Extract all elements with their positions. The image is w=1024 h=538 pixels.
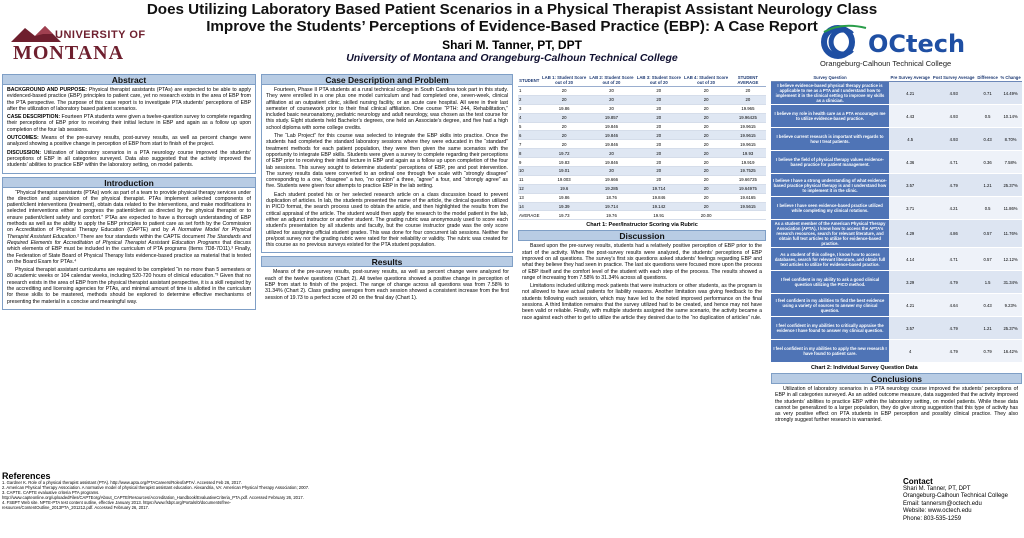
chart1-cell: 20 — [635, 95, 682, 104]
chart2-value: 8.70% — [999, 128, 1022, 151]
chart2-row — [771, 128, 1022, 151]
chart1-cell: AVERAGE — [519, 212, 540, 218]
chart1-cell: 10 — [518, 167, 540, 176]
chart1-cell: 20 — [635, 167, 682, 176]
abstract-discussion-label: DISCUSSION: — [7, 149, 42, 156]
chart2-value: 1.21 — [976, 174, 999, 197]
chart1-row — [518, 211, 766, 220]
chart1-cell: 20 — [540, 87, 587, 96]
chart2-row — [771, 105, 1022, 128]
poster-header — [0, 0, 1024, 72]
chart1-cell: 20 — [588, 149, 635, 158]
chart2-header-cell: Post Survey Average — [932, 75, 975, 80]
chart1-header-cell: STUDENT AVERAGE — [730, 74, 766, 87]
chart2-value: 11.86% — [999, 197, 1022, 220]
chart1-cell: 20 — [682, 104, 729, 113]
case-description-body — [261, 85, 513, 253]
chart1-cell: 20 — [635, 175, 682, 184]
chart1-cell: 19.714 — [635, 184, 682, 193]
chart2-question: I feel confident in my abilities to critically appraise the evidence I have found to answer my clinical question. — [771, 317, 889, 340]
abstract-bg-text: Physical therapist assistants (PTAs) are expected to be able to apply evidenced-based practice (EBP) principles to patient care, yet no research exists in the area of EBP from the PTA perspective. The purpose of this case report is to investigate PTA students’ perceptions of EBP after the utilization of laboratory based patient scenarios. — [7, 87, 251, 112]
chart1-cell: 20 — [635, 158, 682, 167]
chart2-value: 4.71 — [931, 151, 976, 174]
chart1-cell: 20 — [540, 113, 587, 122]
column-right — [771, 74, 1022, 538]
chart1-cell: 20 — [540, 95, 587, 104]
chart2-row — [771, 271, 1022, 294]
chart2-question: I believe I have a strong understanding of what evidence-based practice physical therapy is and I understand how to implement it in the clinic. — [771, 174, 889, 197]
chart1-row — [518, 104, 766, 113]
results-body — [261, 267, 513, 304]
chart2-row — [771, 197, 1022, 220]
discussion-paragraph-1: Based upon the pre-survey results, students had a relatively positive perception of EBP prior to the start of the activity. When the post-survey results were analyzed, the students’ perceptions of EBP improved on all questions. The survey’s first six questions asked students’ feelings regarding EBP and what they believe they had seen in practice. The last six questions were focused more upon the process of EBP itself and the comfort level of the student with each step of the process. The results showed a range of increasing from 7.58% to 31.34% across all questions. — [522, 243, 762, 281]
chart1-cell: 20 — [540, 140, 587, 149]
chart2-question: I feel confident in my ability to ask a good clinical question utilizing the PICO method. — [771, 271, 889, 294]
chart1-cell: 19.86 — [540, 104, 587, 113]
chart2-value: 25.37% — [999, 174, 1022, 197]
chart1-cell: 20 — [635, 104, 682, 113]
chart2-value: 4.71 — [931, 248, 976, 271]
abstract-heading: Abstract — [2, 74, 256, 85]
case-paragraph-2: The “Lab Project” for this course was selected to integrate the EBP skills into practice. Once the students had completed the standard laboratory sessions where they were educated in the “standard” treatment methods for each patient population, they were then given the same scenarios with the opportunity to integrate EBP skills. Students were given a survey to complete regarding their perceptions of EBP prior to receiving their initial lecture in EBP and again as a follow up upon completion of the four lab sessions. This survey sought to determine students’ perceptions of EBP, pre and post intervention. The survey results data were converted to an ordinal one through five scale with “strongly disagree” corresponding to a one, “disagree” a two, “no opinion” a three, “agree” a four, and “strongly agree” as five. Students were given four attempts to practice EBP in the lab setting. — [266, 133, 508, 190]
chart1-cell: 19.64975 — [730, 184, 766, 193]
chart2-question: I believe the field of physical therapy values evidence-based practice for patient management. — [771, 151, 889, 174]
chart1-caption: Chart 1: Peer/Instructor Scoring via Rubric — [586, 222, 698, 229]
chart2-value: 0.71 — [976, 82, 999, 105]
case-paragraph-1: Fourteen, Phase II PTA students at a rural technical college in South Carolina took part in this study. They were enrolled in a one plus one model curriculum and had completed one, seven-week, clinical affiliation at an outpatient clinic, skilled nursing facility, or an acute care hospital. All were in their last semester of coursework prior to their final clinical affiliation. One course “PTH: 244, Rehabilitation,” included basic neuroanatomy, pediatric neurology and adult neurology, was chosen as the test course for this study. Eight students held Bachelor’s degrees, one held an Associate’s degree, and five had a high school diploma with some college credits. — [266, 87, 508, 131]
chart1-cell: 20 — [635, 140, 682, 149]
chart2-value: 0.79 — [976, 340, 999, 363]
chart1-cell: 19.76 — [588, 211, 635, 220]
chart1-header-cell: LAB 1: Student Score out of 20 — [542, 75, 587, 85]
chart2-header-cell: Survey Question — [771, 74, 889, 82]
logo-oc-text: OCtech — [868, 30, 966, 58]
chart1-cell: 19.846 — [588, 158, 635, 167]
octech-logo — [806, 22, 1016, 70]
intro-quote: “Physical therapist assistants (PTAs) work as part of a team to provide physical therapy services under the direction and supervision of the physical therapist. PTAs implement selected components of patient/client interventions (treatment), obtain data related to the interventions, and make modifications in selected interventions either to progress the patient/client as directed by the physical therapist or to ensure patient/client safety and comfort.” — [7, 189, 251, 221]
reference-item: 4. FSBPT Web site. NPTE-PTA test content outline, effective January 2013. https://www.fsbpt.org/Portals/0/documents/free- — [2, 500, 231, 505]
poster-author: Shari M. Tanner, PT, DPT — [442, 38, 582, 52]
chart1-row — [518, 158, 766, 167]
chart1-cell: 20 — [635, 113, 682, 122]
chart2-value: 4.21 — [931, 197, 976, 220]
chart1-cell: 19.9615 — [730, 122, 766, 131]
abstract-bg-label: BACKGROUND AND PURPOSE: — [7, 87, 87, 93]
chart1-cell: 20 — [588, 87, 635, 96]
intro-text-c: that discuss which elements of EBP must be included in the curriculum of PTA programs (Items 7D8-7D11).³ Finally, the Federation of State Board of Physical Therapy lists evidence-based practice as material that is tested on the Board Exam for PTAs.⁴ — [7, 239, 251, 265]
chart1-cell: 19.714 — [588, 202, 635, 211]
contact-line: Shari M. Tanner, PT, DPT — [903, 485, 971, 492]
chart2-value: 4.93 — [931, 128, 976, 151]
chart1-cell: 19.857 — [588, 113, 635, 122]
chart2-value: 7.58% — [999, 151, 1022, 174]
chart2-question: I believe evidence-based physical therapy practice is applicable to me as a PTA and I understand how to implement it in the clinical setting to improve my skills as a clinician. — [771, 82, 889, 105]
chart1-cell: 20 — [682, 95, 729, 104]
chart2-value: 14.49% — [999, 82, 1022, 105]
chart1-cell: 19.83 — [540, 158, 587, 167]
reference-item: 3. CAPTE. CAPTE evaluative criteria PTA programs. — [2, 490, 100, 495]
poster-title: Does Utilizing Laboratory Based Patient Scenarios in a Physical Therapist Assistant Neurology Class Improve the Students’ Perceptions of Evidence-Based Practice (EBP): A Case Report — [146, 1, 878, 35]
chart1-header-cell: LAB 3: Student Score out of 20 — [636, 75, 681, 85]
chart2-question: I feel confident in my abilities to apply the new research I have found to patient care. — [771, 340, 889, 363]
chart1-cell: 2 — [518, 95, 540, 104]
chart2-value: 4.79 — [931, 317, 976, 340]
chart1-cell: 19.9615 — [730, 131, 766, 140]
chart1-cell: 5 — [518, 122, 540, 131]
chart1-cell: 19.846 — [588, 140, 635, 149]
chart2-value: 12.12% — [999, 248, 1022, 271]
abstract-outcomes-text: Means of the pre-survey results, post-survey results, as well as percent change were analyzed showing a positive change in perception of EBP from start to finish of the project. — [7, 135, 251, 148]
logo-oc-subtitle: Orangeburg-Calhoun Technical College — [820, 59, 952, 68]
chart1-cell: 20 — [682, 184, 729, 193]
chart1-cell: 19.846 — [588, 131, 635, 140]
chart1-row — [518, 184, 766, 193]
chart1-cell: 19.6 — [540, 184, 587, 193]
chart1-row — [518, 131, 766, 140]
introduction-heading: Introduction — [2, 177, 256, 188]
results-heading: Results — [261, 256, 513, 267]
chart2-value: 3.71 — [889, 197, 931, 220]
contact-line: Orangeburg-Calhoun Technical College — [903, 493, 1008, 499]
chart1-row — [518, 140, 766, 149]
chart2-value: 4.64 — [931, 294, 976, 317]
chart1-cell: 7 — [518, 140, 540, 149]
column-center-left — [261, 74, 513, 538]
chart1-cell: 19.93 — [730, 149, 766, 158]
chart1-cell: 20 — [588, 95, 635, 104]
chart2-value: 4.5 — [889, 128, 931, 151]
chart1-cell: 20 — [540, 122, 587, 131]
chart2-header-cell: Pre Survey Average — [890, 75, 930, 80]
chart2-value: 1.21 — [976, 317, 999, 340]
chart1-cell: 19.9615 — [730, 140, 766, 149]
chart1-cell: 20.00 — [682, 211, 729, 220]
chart2-row — [771, 151, 1022, 174]
abstract-case-label: CASE DESCRIPTION: — [7, 114, 61, 121]
chart1-cell: 20 — [588, 167, 635, 176]
intro-paragraph-2: Physical therapist assistant curriculums are required to be completed “in no more than 5 semesters or 80 academic weeks or 104 calendar weeks, including 520-720 hours of clinical education.”³ Given that no research exists in the area of EBP from the physical therapist assistant perspective, it is a skill required by the accrediting and licensing agencies for PTAs, and minimal amount of time is allotted in the curriculum for these skills to be mastered, methods should be explored to determine effective mechanisms of presenting the material in a concise and meaningful way. — [7, 267, 251, 305]
chart1-row — [518, 167, 766, 176]
contact-line: Email: tannersm@octech.edu — [903, 500, 982, 507]
chart2-value: 0.5 — [976, 105, 999, 128]
chart1-cell: 20 — [730, 87, 766, 96]
intro-text-b: .² There are four standards within the CAPTE document — [75, 233, 207, 240]
chart2-value: 0.36 — [976, 151, 999, 174]
chart2-value: 4.36 — [889, 151, 931, 174]
chart1-cell: 20 — [730, 95, 766, 104]
chart2-value: 4.14 — [889, 248, 931, 271]
chart1-cell: 20 — [682, 158, 729, 167]
chart2-value: 4.93 — [931, 82, 976, 105]
chart1-cell: 3 — [518, 104, 540, 113]
chart2-value: 10.14% — [999, 105, 1022, 128]
poster-affiliation: University of Montana and Orangeburg-Calhoun Technical College — [346, 52, 678, 64]
chart2-header-cell: Difference — [977, 75, 998, 80]
chart1-cell: 19.003 — [540, 175, 587, 184]
abstract-discussion-text: Utilization of laboratory scenarios in a PTA neurology course improved the students’ perceptions of EBP in all categories surveyed. Data also suggested that the activity improved the students’ abilities to practice EBP within the laboratory setting, on model patients. — [7, 149, 251, 169]
contact-line: Phone: 803-535-1259 — [903, 515, 962, 522]
intro-capte-standards: The Standards and Required Elements for Accreditation of Physical Therapist Assistant Education Programs — [7, 233, 251, 246]
chart2-question: I feel confident in my abilities to find the best evidence using a variety of sources to answer my clinical question. — [771, 294, 889, 317]
chart1-cell: 20 — [682, 193, 729, 202]
chart1-cell: 19.72 — [540, 149, 587, 158]
references-section — [2, 471, 512, 510]
contact-heading: Contact — [903, 477, 933, 486]
chart1-row — [518, 175, 766, 184]
chart2-value: 0.57 — [976, 220, 999, 248]
chart2-header-cell: % Change — [1000, 75, 1021, 80]
chart1-cell: 19.846 — [635, 193, 682, 202]
chart1-cell: 13 — [518, 193, 540, 202]
chart2-value: 31.34% — [999, 271, 1022, 294]
chart1-cell: 20 — [540, 131, 587, 140]
chart2-question: I believe current research is important with regards to how I treat patients. — [771, 128, 889, 151]
abstract-body — [2, 85, 256, 174]
chart1-row — [518, 193, 766, 202]
chart2-row — [771, 220, 1022, 248]
logo-um-bottom-text: MONTANA — [13, 42, 125, 64]
chart1-cell: 20 — [635, 149, 682, 158]
chart2-value: 3.57 — [889, 174, 931, 197]
chart1-cell: 20 — [635, 87, 682, 96]
chart2-value: 4.43 — [889, 105, 931, 128]
chart1-row — [518, 202, 766, 211]
chart1-cell: 19.142 — [635, 202, 682, 211]
chart2-row — [771, 294, 1022, 317]
chart1-cell: 20 — [682, 167, 729, 176]
chart2-value: 4.86 — [931, 220, 976, 248]
chart2-row — [771, 248, 1022, 271]
intro-text-a: PTAs are expected to have a thorough understanding of EBP methods as well as the ability to apply the EBP principles to patient care as set forth by the Commission on Accreditation of Physical Therapy Education (CAPTE) and by — [7, 214, 251, 234]
chart1-cell: 20 — [682, 131, 729, 140]
chart2-caption: Chart 2: Individual Survey Question Data — [811, 365, 918, 371]
chart2-row — [771, 174, 1022, 197]
chart2-value: 4.79 — [931, 174, 976, 197]
results-paragraph: Means of the pre-survey results, post-survey results, as well as percent change were analyzed for each of the twelve questions (Chart 2). All twelve questions showed a positive change in perception of EBP from start to finish of the project. The range of change across all questions was from 7.58% to 31.34% (Chart 2). Class grading averages from each session showed a consistent increase from the first session of 19.73 to a perfect score of 20 on the final day (Chart 1). — [265, 269, 509, 301]
chart1-cell: 14 — [518, 202, 540, 211]
chart1-cell: 19.66725 — [730, 175, 766, 184]
discussion-body — [518, 241, 766, 325]
chart2-value: 11.76% — [999, 220, 1022, 248]
chart1-cell: 20 — [682, 149, 729, 158]
chart2-value: 25.37% — [999, 317, 1022, 340]
conclusions-heading: Conclusions — [771, 373, 1022, 384]
chart2-value: 4.21 — [889, 82, 931, 105]
chart1-table — [518, 74, 766, 220]
intro-normative-model: A Normative Model for Physical Therapist Assistant Education — [7, 227, 251, 240]
chart2-row — [771, 82, 1022, 105]
chart1-header-cell: LAB 4: Student Score out of 20 — [684, 75, 729, 85]
chart2-value: 0.5 — [976, 197, 999, 220]
chart2-value: 4.93 — [931, 105, 976, 128]
chart1-cell: 8 — [518, 149, 540, 158]
chart1-cell: 19.919 — [730, 158, 766, 167]
chart1-cell: 19.39 — [540, 202, 587, 211]
chart1-cell: 20 — [635, 131, 682, 140]
chart1-cell: 20 — [682, 140, 729, 149]
chart2-value: 16.42% — [999, 340, 1022, 363]
chart2-value: 4 — [889, 340, 931, 363]
chart1-cell: 19.5615 — [730, 202, 766, 211]
chart1-cell: 12 — [518, 184, 540, 193]
column-center-right — [518, 74, 766, 538]
case-paragraph-3: Each student posted his or her selected research article on a class discussion board to prevent duplication of articles. In lab, the students presented the name of the article, the clinical question utilized in PICO format, the search process used to obtain the article, and then highlighted the results from the critical appraisal of the article. The student would then apply the research to the model patient in the lab, either an adjunct instructor or another student. The grading rubric was anonymously used to score each student’s presentation by all students and faculty, but the course instructor grade was the only score utilized for assigning official student grades. This was done for four concurrent lab sessions. Neither the pre/post survey nor the grading rubric were rated for their reliability or validity. The rubric was created for this course as no previous surveys existed for the PTA student population. — [266, 191, 508, 249]
contact-line: Website: www.octech.edu — [903, 508, 972, 514]
chart1-cell: 20 — [635, 122, 682, 131]
reference-item: 2. American Physical Therapy Association. A normative model of physical therapist assistant education. Alexandria, VA: American Physical Therapy Association; 2007. — [2, 485, 310, 490]
references-heading: References — [2, 471, 51, 481]
chart1-cell: 19.86 — [540, 193, 587, 202]
logo-um-top-text: UNIVERSITY OF — [55, 29, 145, 41]
chart1-cell: 20 — [682, 122, 729, 131]
chart2-row — [771, 340, 1022, 363]
chart1-cell: 20 — [682, 202, 729, 211]
chart2-value: 3.29 — [889, 271, 931, 294]
chart1-header-cell: STUDENT — [518, 74, 540, 87]
chart2-value: 4.21 — [889, 294, 931, 317]
chart1-row — [518, 113, 766, 122]
discussion-heading: Discussion — [518, 230, 766, 241]
reference-item: resources/ContentOutline_2013PTA_201212.pdf. Accessed February 26, 2017. — [2, 505, 150, 510]
abstract-outcomes-label: OUTCOMES: — [7, 135, 39, 142]
chart1-cell: 19.91 — [635, 211, 682, 220]
chart2-value: 9.23% — [999, 294, 1022, 317]
chart1-cell: 19.666 — [588, 175, 635, 184]
chart1-cell: 20 — [682, 87, 729, 96]
chart1-cell: 9 — [518, 158, 540, 167]
chart2-value: 0.57 — [976, 248, 999, 271]
chart1-row — [518, 87, 766, 96]
chart1-header-cell: LAB 2: Student Score out of 20 — [589, 75, 634, 85]
chart2-question: I believe my role in health care as a PTA encourages me to utilize evidence-based practice. — [771, 105, 889, 128]
chart1-cell: 4 — [518, 113, 540, 122]
conclusions-paragraph: Utilization of laboratory scenarios in a PTA neurology course improved the students’ perceptions of EBP in all categories surveyed. As an added outcome measure, data suggested that the activity improved the students’ abilities to practice EBP within the laboratory setting, on model patients. While these data cannot be generalized to a larger population, they do give strong suggestion that this type of activity has as very positive effect on PTA students in EBP perception and possibly clinical practice. They also strongly suggest further research is warranted. — [775, 386, 1018, 424]
chart2-row — [771, 317, 1022, 340]
chart1-cell: 19.01 — [540, 167, 587, 176]
chart1-cell: 20 — [682, 175, 729, 184]
reference-item: 1. Gardner K. Role of a physical therapist assistant (PTA). http://www.apta.org/PTACareers/RoleofaPTA/. Accessed Feb 26, 2017. — [2, 480, 242, 485]
chart2-value: 4.79 — [931, 271, 976, 294]
chart1-cell: 19.965 — [730, 104, 766, 113]
chart1-cell: 18.76 — [588, 193, 635, 202]
abstract-case-text: Fourteen PTA students were given a twelve-question survey to complete regarding their perceptions of EBP prior to receiving their initial lecture in EBP and again as a follow up upon completion of the four lab sessions. — [7, 114, 251, 133]
chart1-cell: 19.6165 — [730, 193, 766, 202]
chart1-cell: 19.73 — [540, 211, 587, 220]
chart2-value: 0.43 — [976, 128, 999, 151]
chart1-cell: 11 — [518, 175, 540, 184]
chart1-row — [518, 122, 766, 131]
chart2-value: 1.5 — [976, 271, 999, 294]
chart2-value: 3.57 — [889, 317, 931, 340]
chart2-value: 4.79 — [931, 340, 976, 363]
case-description-heading: Case Description and Problem — [261, 74, 513, 85]
introduction-body — [2, 188, 256, 310]
chart1-cell: 19.7525 — [730, 167, 766, 176]
chart2-value: 0.43 — [976, 294, 999, 317]
chart2-question: As a student member of the American Physical Therapy Association (APTA), I know how to access the APTA’s research resources, search for relevant literature, and obtain full text articles to utilize for evidence-based practice. — [771, 220, 889, 248]
column-left — [2, 74, 256, 538]
chart1-cell — [730, 211, 766, 220]
chart1-cell: 1 — [518, 87, 540, 96]
discussion-paragraph-2: Limitations included utilizing mock patients that were instructors or other students, as the program is not allowed to have actual patients for liability reasons. Another limitation was giving feedback to the students following each session, which may have led to the noted improved performance on the final sessions. A third limitation remains that the survey utilized had to be created, and hence may not have been valid or reliable. Finally, with multiple students assigned the same scenario, the activity became a race against each other to get to utilize the article they desired due to the “no duplication of articles” rule. — [522, 283, 762, 321]
chart1-cell: 20 — [588, 104, 635, 113]
chart2-question: As a student of this college, I know how to access databases, search for relevant literature, and obtain full text articles to utilize for evidence-based practice. — [771, 248, 889, 271]
chart2-value: 4.29 — [889, 220, 931, 248]
reference-item: http://www.capteonline.org/uploadedFiles/CAPTEorg/About_CAPTE/Resources/Accreditation_Handbook/EvaluativeCriteria_PTA.pdf. Accessed February 26, 2017. — [2, 495, 304, 500]
chart1-cell: 19.846 — [588, 122, 635, 131]
chart1-row — [518, 149, 766, 158]
chart1-cell: 19.285 — [588, 184, 635, 193]
chart1-row — [518, 95, 766, 104]
chart1-cell: 19.96425 — [730, 113, 766, 122]
chart2-table — [771, 74, 1022, 363]
conclusions-body — [771, 384, 1022, 428]
chart2-question: I believe I have seen evidence-based practice utilized while completing my clinical rotations. — [771, 197, 889, 220]
chart1-cell: 6 — [518, 131, 540, 140]
contact-section — [903, 478, 1023, 523]
chart1-cell: 20 — [682, 113, 729, 122]
